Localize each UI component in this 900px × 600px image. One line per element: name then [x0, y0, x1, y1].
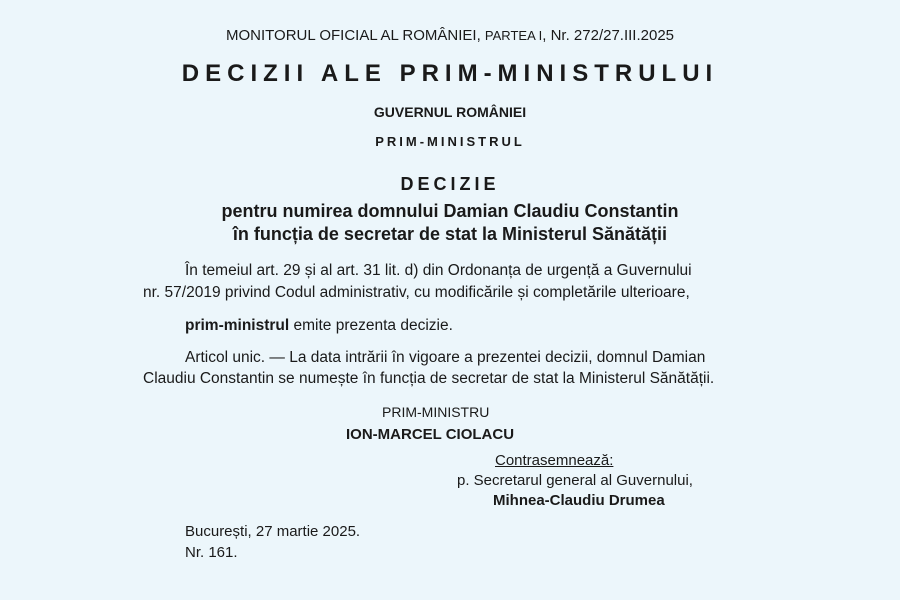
emits-subject: prim-ministrul: [185, 317, 290, 334]
countersign-role: p. Secretarul general al Guvernului,: [457, 472, 693, 489]
gazette-header: [0, 27, 900, 44]
emits-text: emite prezenta decizie.: [289, 317, 453, 334]
legal-basis-line-2: nr. 57/2019 privind Codul administrativ, cu modificările și completările ulterioare,: [143, 284, 690, 301]
emits-statement: [185, 317, 453, 335]
countersign-name: Mihnea-Claudiu Drumea: [493, 492, 665, 509]
signature-title: PRIM-MINISTRU: [382, 404, 490, 420]
gazette-issue: , Nr. 272/27.III.2025: [542, 27, 675, 44]
place-date: București, 27 martie 2025.: [185, 523, 361, 540]
article-line-2: Claudiu Constantin se numește în funcția de secretar de stat la Ministerul Sănătății.: [143, 370, 715, 387]
gazette-title: MONITORUL OFICIAL AL ROMÂNIEI,: [225, 27, 485, 44]
issuer-government: GUVERNUL ROMÂNIEI: [373, 104, 527, 120]
decision-subject-line-2: în funcția de secretar de stat la Ministerul Sănătății: [232, 224, 668, 244]
signature-name: ION-MARCEL CIOLACU: [346, 426, 515, 443]
article-line-1: Articol unic. — La data intrării în vigoare a prezentei decizii, domnul Damian: [185, 349, 706, 366]
issuer-office: PRIM-MINISTRUL: [375, 134, 525, 149]
section-title: DECIZII ALE PRIM-MINISTRULUI: [181, 60, 719, 87]
countersign-label: Contrasemnează:: [495, 452, 614, 469]
gazette-part: PARTEA I: [484, 28, 543, 43]
legal-basis-line-1: În temeiul art. 29 și al art. 31 lit. d) din Ordonanța de urgență a Guvernului: [185, 262, 692, 279]
decision-subject-line-1: pentru numirea domnului Damian Claudiu Constantin: [221, 201, 679, 221]
decision-number: Nr. 161.: [185, 544, 238, 561]
decision-label: DECIZIE: [400, 174, 500, 194]
